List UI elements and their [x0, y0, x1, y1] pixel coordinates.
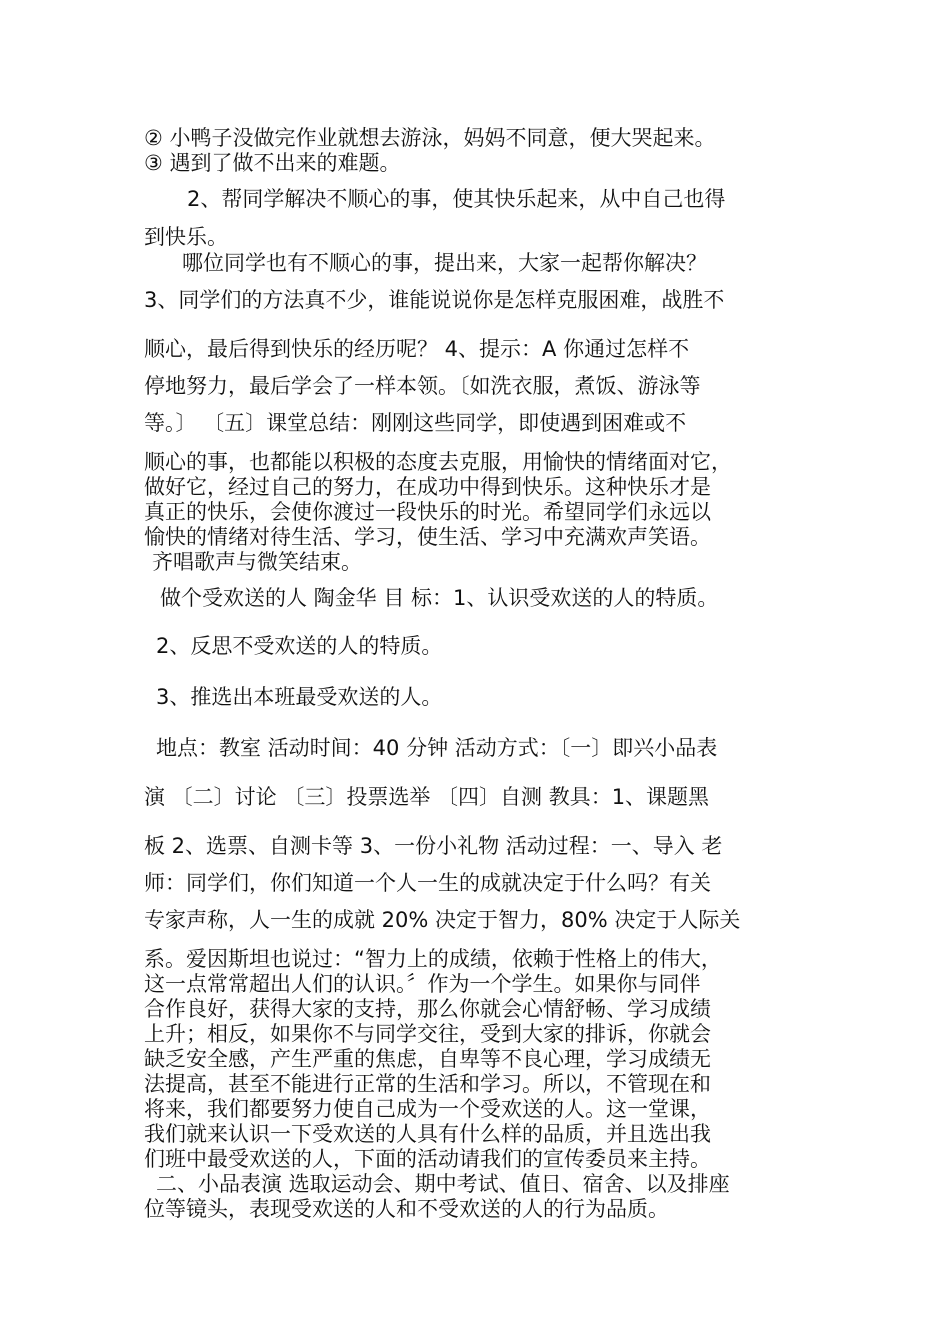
text-line: 到快乐。 [144, 225, 228, 249]
text-line: 这一点常常超出人们的认识。〞作为一个学生。如果你与同伴 [144, 972, 701, 996]
text-line: 真正的快乐，会使你渡过一段快乐的时光。希望同学们永远以 [144, 500, 711, 524]
text-line: 做个受欢送的人 陶金华 目 标：1、认识受欢送的人的特质。 [160, 586, 719, 610]
text-line: 2、帮同学解决不顺心的事，使其快乐起来，从中自己也得 [187, 187, 726, 211]
text-line: 缺乏安全感，产生严重的焦虑，自卑等不良心理，学习成绩无 [144, 1047, 711, 1071]
text-line: 师：同学们，你们知道一个人一生的成就决定于什么吗？有关 [144, 871, 711, 895]
text-line: 位等镜头，表现受欢送的人和不受欢送的人的行为品质。 [144, 1197, 669, 1221]
text-line: 系。爱因斯坦也说过：“智力上的成绩，依赖于性格上的伟大， [144, 947, 722, 971]
text-line: 地点：教室 活动时间：40 分钟 活动方式：〔一〕即兴小品表 [156, 736, 718, 760]
text-line: 愉快的情绪对待生活、学习，使生活、学习中充满欢声笑语。 [144, 525, 711, 549]
text-line: 做好它，经过自己的努力，在成功中得到快乐。这种快乐才是 [144, 475, 711, 499]
text-line: 等。〕 〔五〕课堂总结：刚刚这些同学，即使遇到困难或不 [144, 411, 687, 435]
text-line: 演 〔二〕讨论 〔三〕投票选举 〔四〕自测 教具：1、课题黑 [144, 785, 710, 809]
text-line: 们班中最受欢送的人，下面的活动请我们的宣传委员来主持。 [144, 1147, 711, 1171]
text-line: 我们就来认识一下受欢送的人具有什么样的品质，并且选出我 [144, 1122, 711, 1146]
text-line: 停地努力，最后学会了一样本领。〔如洗衣服，煮饭、游泳等 [144, 374, 701, 398]
text-line: 将来，我们都要努力使自己成为一个受欢送的人。这一堂课， [144, 1097, 711, 1121]
text-line: 板 2、选票、自测卡等 3、一份小礼物 活动过程：一、导入 老 [144, 834, 723, 858]
text-line: 二、小品表演 选取运动会、期中考试、值日、宿舍、以及排座 [156, 1172, 730, 1196]
text-line: ③ 遇到了做不出来的难题。 [144, 151, 401, 175]
text-line: 合作良好，获得大家的支持，那么你就会心情舒畅、学习成绩 [144, 997, 711, 1021]
text-line: 顺心的事，也都能以积极的态度去克服，用愉快的情绪面对它， [144, 450, 732, 474]
text-line: 哪位同学也有不顺心的事，提出来，大家一起帮你解决？ [182, 251, 707, 275]
text-line: 3、推选出本班最受欢送的人。 [156, 685, 443, 709]
text-line: 2、反思不受欢送的人的特质。 [156, 634, 443, 658]
text-line: 专家声称，人一生的成就 20% 决定于智力，80% 决定于人际关 [144, 908, 741, 932]
text-line: 3、同学们的方法真不少，谁能说说你是怎样克服困难，战胜不 [144, 288, 725, 312]
text-line: 齐唱歌声与微笑结束。 [152, 550, 362, 574]
text-line: 顺心，最后得到快乐的经历呢？ 4、提示：A 你通过怎样不 [144, 337, 690, 361]
text-line: 法提高，甚至不能进行正常的生活和学习。所以，不管现在和 [144, 1072, 711, 1096]
text-line: 上升；相反，如果你不与同学交往，受到大家的排诉，你就会 [144, 1022, 711, 1046]
text-line: ② 小鸭子没做完作业就想去游泳，妈妈不同意，便大哭起来。 [144, 126, 716, 150]
